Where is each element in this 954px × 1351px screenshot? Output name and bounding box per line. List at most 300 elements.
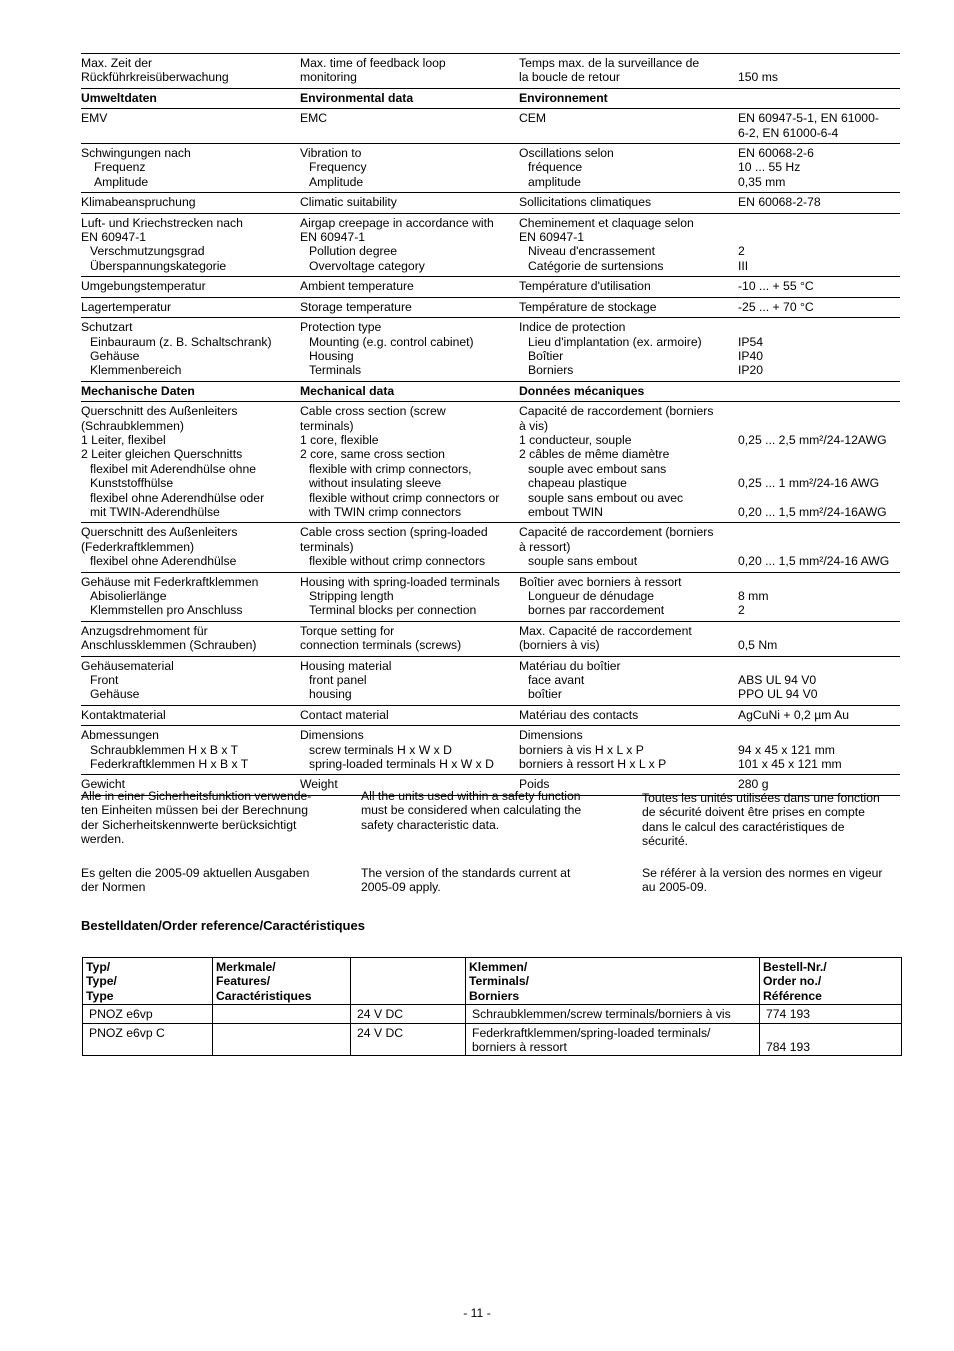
order-cell-line: Bestell-Nr./ xyxy=(763,960,827,974)
note-line: Alle in einer Sicherheitsfunktion verwende- xyxy=(81,789,312,803)
spec-cell xyxy=(300,523,519,572)
spec-line: 0,20 ... 1,5 mm²/24-16 AWG xyxy=(738,554,890,569)
spec-line: Données mécaniques xyxy=(519,383,645,398)
spec-cell xyxy=(519,144,738,193)
spec-row xyxy=(81,297,900,317)
spec-line xyxy=(738,216,900,230)
spec-line: 10 ... 55 Hz xyxy=(738,160,801,175)
spec-cell xyxy=(300,54,519,89)
note-fr-2 xyxy=(642,866,904,895)
note-line: 2005-09 apply. xyxy=(361,880,441,895)
order-cell-line: 774 193 xyxy=(766,1007,811,1022)
spec-line: flexibel ohne Aderendhülse xyxy=(90,554,237,569)
spec-line: Température d'utilisation xyxy=(519,279,651,294)
spec-line xyxy=(738,384,900,398)
order-cell-line: Terminals/ xyxy=(469,974,530,989)
order-cell-line: Merkmale/ xyxy=(216,960,276,974)
order-cell-line: 24 V DC xyxy=(357,1007,404,1022)
spec-cell xyxy=(300,656,519,705)
spec-line: Anzugsdrehmoment für xyxy=(81,623,208,638)
spec-line: 280 g xyxy=(738,777,769,792)
spec-line: Schutzart xyxy=(81,320,133,335)
spec-line: Cable cross section (spring-loaded xyxy=(300,525,488,540)
spec-cell xyxy=(738,54,900,89)
spec-line: Gehäuse xyxy=(90,348,140,363)
spec-line: Mechanische Daten xyxy=(81,383,195,398)
spec-line: Abmessungen xyxy=(81,728,159,743)
note-en-2 xyxy=(361,866,616,895)
spec-line: Borniers xyxy=(528,363,574,378)
page-number: - 11 - xyxy=(463,1306,491,1320)
spec-cell xyxy=(81,88,300,108)
spec-cell xyxy=(738,213,900,277)
order-cell-line: 784 193 xyxy=(766,1040,811,1055)
order-cell xyxy=(760,1005,902,1023)
spec-line: Contact material xyxy=(300,707,389,722)
spec-cell xyxy=(81,54,300,89)
spec-line: flexible with crimp connectors, xyxy=(309,461,472,476)
spec-line: Amplitude xyxy=(94,174,149,189)
spec-cell xyxy=(519,572,738,621)
spec-cell xyxy=(519,656,738,705)
spec-line xyxy=(738,540,900,554)
order-cell-line: Référence xyxy=(763,988,822,1003)
spec-line: Kunststoffhülse xyxy=(90,476,174,491)
spec-cell xyxy=(81,656,300,705)
spec-line: (Federkraftklemmen) xyxy=(81,539,195,554)
spec-line: IP20 xyxy=(738,363,764,378)
spec-line: Querschnitt des Außenleiters xyxy=(81,525,238,540)
spec-line xyxy=(519,126,738,140)
spec-line: -25 ... + 70 °C xyxy=(738,299,814,314)
spec-line: with TWIN crimp connectors xyxy=(309,504,462,519)
spec-cell xyxy=(519,318,738,382)
spec-row xyxy=(81,213,900,277)
spec-line: front panel xyxy=(309,673,367,688)
order-cell-line: 24 V DC xyxy=(357,1025,404,1040)
spec-line: souple sans embout xyxy=(528,554,638,569)
note-line: Toutes les unités utilisées dans une fonction xyxy=(642,791,880,805)
spec-line: 2 xyxy=(738,603,745,618)
spec-cell xyxy=(738,297,900,317)
spec-line: 94 x 45 x 121 mm xyxy=(738,742,835,757)
spec-cell xyxy=(738,705,900,725)
spec-line: Max. time of feedback loop xyxy=(300,56,446,70)
spec-line: terminals) xyxy=(300,418,354,433)
order-cell-line: Schraubklemmen/screw terminals/borniers à vis xyxy=(472,1007,731,1022)
spec-line: 101 x 45 x 121 mm xyxy=(738,757,842,772)
spec-line: Temps max. de la surveillance de xyxy=(519,56,700,70)
order-cell xyxy=(466,1005,760,1023)
spec-line: Storage temperature xyxy=(300,299,412,314)
order-cell xyxy=(83,1005,213,1023)
spec-line: Overvoltage category xyxy=(309,258,425,273)
spec-line: 8 mm xyxy=(738,589,769,603)
note-line: Se référer à la version des normes en vigeur xyxy=(642,866,883,880)
spec-line: Umweltdaten xyxy=(81,90,157,105)
spec-row xyxy=(81,54,900,89)
spec-line: à vis) xyxy=(519,418,549,433)
order-cell-line: Typ/ xyxy=(86,960,111,974)
spec-line: EN 60947-1 xyxy=(519,230,585,245)
spec-line: Ambient temperature xyxy=(300,279,414,294)
spec-line: Pollution degree xyxy=(309,244,398,259)
spec-line: Catégorie de surtensions xyxy=(528,258,664,273)
spec-line: Stripping length xyxy=(309,589,394,603)
spec-line: Frequency xyxy=(309,160,367,175)
spec-cell xyxy=(300,193,519,213)
spec-cell xyxy=(81,297,300,317)
order-header-cell xyxy=(83,958,213,1005)
note-line: de sécurité doivent être prises en compte xyxy=(642,805,865,820)
spec-line: flexibel mit Aderendhülse ohne xyxy=(90,461,256,476)
spec-cell xyxy=(81,621,300,656)
spec-cell xyxy=(738,144,900,193)
spec-section-header xyxy=(81,88,900,108)
spec-line: Mechanical data xyxy=(300,383,395,398)
spec-line: la boucle de retour xyxy=(519,70,620,85)
spec-line: Gewicht xyxy=(81,777,126,792)
order-table xyxy=(82,957,902,1056)
spec-line: Boîtier avec borniers à ressort xyxy=(519,574,682,589)
order-cell-line: Features/ xyxy=(216,974,271,989)
spec-line: Gehäuse mit Federkraftklemmen xyxy=(81,574,259,589)
spec-line: Max. Zeit der xyxy=(81,56,153,70)
spec-cell xyxy=(519,381,738,401)
spec-section xyxy=(81,53,900,796)
spec-cell xyxy=(300,621,519,656)
spec-line: CEM xyxy=(519,111,547,126)
spec-line: Mounting (e.g. control cabinet) xyxy=(309,334,474,349)
order-cell-line xyxy=(89,1040,209,1054)
spec-line: EN 60947-1 xyxy=(81,230,147,245)
spec-line: Weight xyxy=(300,777,338,792)
spec-line: Cable cross section (screw xyxy=(300,404,446,419)
spec-cell xyxy=(738,193,900,213)
spec-cell xyxy=(738,726,900,775)
spec-line: Kontaktmaterial xyxy=(81,707,166,722)
spec-line: mit TWIN-Aderendhülse xyxy=(90,504,220,519)
spec-line: Abisolierlänge xyxy=(90,589,167,603)
note-line: au 2005-09. xyxy=(642,880,708,895)
spec-row xyxy=(81,144,900,193)
order-title: Bestelldaten/Order reference/Caractéristiques xyxy=(81,918,365,933)
spec-cell xyxy=(300,88,519,108)
spec-line xyxy=(738,491,900,505)
spec-line: amplitude xyxy=(528,174,581,189)
spec-line: EN 60068-2-78 xyxy=(738,195,821,210)
spec-line: 0,35 mm xyxy=(738,174,786,189)
note-line: must be considered when calculating the xyxy=(361,803,582,818)
spec-line: Gehäuse xyxy=(90,687,140,702)
spec-line xyxy=(738,404,900,418)
spec-line: Anschlussklemmen (Schrauben) xyxy=(81,638,257,653)
spec-cell xyxy=(300,144,519,193)
order-cell xyxy=(760,1023,902,1056)
order-cell-line: PNOZ e6vp C xyxy=(89,1025,165,1040)
spec-cell xyxy=(519,193,738,213)
note-line: All the units used within a safety function xyxy=(361,789,581,803)
spec-line: (borniers à vis) xyxy=(519,638,600,653)
order-cell-line: Order no./ xyxy=(763,974,822,989)
order-cell-line: Federkraftklemmen/spring-loaded terminals/ xyxy=(472,1025,711,1040)
spec-cell xyxy=(81,213,300,277)
note-line: der Sicherheitskennwerte berücksichtigt xyxy=(81,817,297,832)
spec-cell xyxy=(300,297,519,317)
spec-line: Housing with spring-loaded terminals xyxy=(300,574,500,589)
spec-line xyxy=(738,659,900,673)
spec-cell xyxy=(519,523,738,572)
spec-line: flexible without crimp connectors xyxy=(309,554,486,569)
note-line: der Normen xyxy=(81,880,146,895)
spec-line: 150 ms xyxy=(738,70,778,85)
spec-line: -10 ... + 55 °C xyxy=(738,279,814,294)
spec-line xyxy=(738,230,900,244)
spec-cell xyxy=(738,402,900,523)
spec-line: souple avec embout sans xyxy=(528,461,667,476)
spec-cell xyxy=(300,109,519,144)
spec-line: EMV xyxy=(81,111,108,126)
spec-row xyxy=(81,109,900,144)
spec-line: EMC xyxy=(300,111,328,126)
spec-line: Klemmenbereich xyxy=(90,363,182,378)
spec-cell xyxy=(519,54,738,89)
spec-line xyxy=(738,462,900,476)
spec-cell xyxy=(519,621,738,656)
spec-cell xyxy=(81,572,300,621)
spec-cell xyxy=(300,213,519,277)
spec-line: Terminals xyxy=(309,363,362,378)
note-line: The version of the standards current at xyxy=(361,866,571,880)
spec-line: 2 xyxy=(738,244,745,259)
note-line: dans le calcul des caractéristiques de xyxy=(642,819,845,834)
spec-row xyxy=(81,193,900,213)
order-row xyxy=(83,1005,902,1023)
spec-line: bornes par raccordement xyxy=(528,603,665,618)
spec-line: connection terminals (screws) xyxy=(300,638,462,653)
spec-line: Lagertemperatur xyxy=(81,299,172,314)
spec-line: Frequenz xyxy=(94,160,146,175)
spec-line: 1 conducteur, souple xyxy=(519,432,632,447)
order-cell xyxy=(466,1023,760,1056)
spec-line: boîtier xyxy=(528,687,562,702)
order-cell-line: Type/ xyxy=(86,974,117,989)
note-line: ten Einheiten müssen bei der Berechnung xyxy=(81,803,308,818)
spec-line: Capacité de raccordement (borniers xyxy=(519,404,714,419)
spec-line xyxy=(738,447,900,461)
order-cell xyxy=(83,1023,213,1056)
spec-cell xyxy=(81,144,300,193)
order-cell-line xyxy=(354,960,462,974)
note-line: Es gelten die 2005-09 aktuellen Ausgaben xyxy=(81,866,310,880)
spec-line: screw terminals H x W x D xyxy=(309,742,452,757)
spec-line: Klemmstellen pro Anschluss xyxy=(90,603,243,618)
spec-line xyxy=(738,525,900,539)
spec-line: Climatic suitability xyxy=(300,195,397,210)
spec-line: Cheminement et claquage selon xyxy=(519,215,694,230)
spec-row xyxy=(81,402,900,523)
spec-line: IP40 xyxy=(738,348,764,363)
spec-line: Matériau du boîtier xyxy=(519,658,621,673)
spec-line: Torque setting for xyxy=(300,623,395,638)
spec-line: EN 60947-1 xyxy=(300,230,366,245)
spec-line: Environmental data xyxy=(300,90,414,105)
spec-line: Housing xyxy=(309,348,354,363)
spec-line: Terminal blocks per connection xyxy=(309,603,477,618)
spec-row xyxy=(81,572,900,621)
spec-line: Federkraftklemmen H x B x T xyxy=(90,757,249,772)
note-line: safety characteristic data. xyxy=(361,817,500,832)
spec-line: Lieu d'implantation (ex. armoire) xyxy=(528,334,702,349)
spec-line: Rückführkreisüberwachung xyxy=(81,70,229,85)
spec-line: Front xyxy=(90,673,119,688)
spec-line: IP54 xyxy=(738,334,764,349)
spec-cell xyxy=(81,193,300,213)
spec-section-header xyxy=(81,381,900,401)
spec-cell xyxy=(300,726,519,775)
spec-cell xyxy=(81,726,300,775)
spec-line: 6-2, EN 61000-6-4 xyxy=(738,125,839,140)
spec-line: terminals) xyxy=(300,539,354,554)
spec-row xyxy=(81,656,900,705)
spec-line: Gehäusematerial xyxy=(81,658,174,673)
spec-cell xyxy=(519,402,738,523)
spec-line: EN 60068-2-6 xyxy=(738,146,814,161)
spec-line: Verschmutzungsgrad xyxy=(90,244,205,259)
note-de-2 xyxy=(81,866,336,895)
spec-line: Amplitude xyxy=(309,174,364,189)
note-en-1 xyxy=(361,789,616,832)
spec-line: Oscillations selon xyxy=(519,146,614,161)
order-row xyxy=(83,1023,902,1056)
spec-line xyxy=(300,126,519,140)
spec-line: Airgap creepage in accordance with xyxy=(300,215,494,230)
spec-cell xyxy=(738,318,900,382)
spec-line: Matériau des contacts xyxy=(519,707,639,722)
spec-cell xyxy=(519,213,738,277)
spec-cell xyxy=(519,88,738,108)
spec-line: AgCuNi + 0,2 µm Au xyxy=(738,707,850,722)
spec-line: 0,25 ... 1 mm²/24-16 AWG xyxy=(738,476,880,491)
spec-line: Dimensions xyxy=(519,728,583,743)
spec-line: Überspannungskategorie xyxy=(90,258,227,273)
order-header-cell xyxy=(351,958,466,1005)
spec-line: EN 60947-5-1, EN 61000- xyxy=(738,111,879,126)
spec-cell xyxy=(81,109,300,144)
spec-line: ABS UL 94 V0 xyxy=(738,673,817,688)
spec-line xyxy=(738,320,900,334)
spec-cell xyxy=(300,402,519,523)
spec-line: Poids xyxy=(519,777,550,792)
spec-row xyxy=(81,726,900,775)
spec-table xyxy=(81,53,900,796)
spec-line: Capacité de raccordement (borniers xyxy=(519,525,714,540)
spec-row xyxy=(81,523,900,572)
order-header-row xyxy=(83,958,902,1005)
spec-cell xyxy=(300,572,519,621)
spec-cell xyxy=(738,523,900,572)
spec-line: 1 Leiter, flexibel xyxy=(81,432,166,447)
spec-cell xyxy=(738,621,900,656)
spec-line: Niveau d'encrassement xyxy=(528,244,655,259)
order-cell-line: Klemmen/ xyxy=(469,960,528,974)
spec-line: Boîtier xyxy=(528,348,564,363)
spec-line: 0,20 ... 1,5 mm²/24-16AWG xyxy=(738,504,887,519)
order-cell-line xyxy=(219,1007,347,1021)
spec-cell xyxy=(81,705,300,725)
note-de-1 xyxy=(81,789,336,847)
spec-cell xyxy=(81,402,300,523)
spec-line: housing xyxy=(309,687,352,702)
order-cell-line xyxy=(219,1040,347,1054)
spec-line: à ressort) xyxy=(519,539,571,554)
spec-line: Vibration to xyxy=(300,146,362,161)
spec-cell xyxy=(300,277,519,297)
order-header-cell xyxy=(213,958,351,1005)
spec-cell xyxy=(300,705,519,725)
spec-line: Dimensions xyxy=(300,728,364,743)
spec-line: flexibel ohne Aderendhülse oder xyxy=(90,490,265,505)
order-cell-line: Borniers xyxy=(469,988,520,1003)
spec-line: Environnement xyxy=(519,90,608,105)
spec-line: Klimabeanspruchung xyxy=(81,195,196,210)
order-cell-line: borniers à ressort xyxy=(472,1040,567,1055)
spec-line: Schraubklemmen H x B x T xyxy=(90,742,239,757)
spec-row xyxy=(81,277,900,297)
spec-line: Schwingungen nach xyxy=(81,146,191,161)
spec-line: 2 core, same cross section xyxy=(300,447,445,462)
spec-line: III xyxy=(738,258,749,273)
spec-line: Longueur de dénudage xyxy=(528,589,655,603)
spec-line: chapeau plastique xyxy=(528,476,627,491)
order-cell xyxy=(213,1005,351,1023)
spec-line xyxy=(738,419,900,433)
spec-row xyxy=(81,705,900,725)
spec-line: (Schraubklemmen) xyxy=(81,418,184,433)
spec-line: Querschnitt des Außenleiters xyxy=(81,404,238,419)
spec-line: 1 core, flexible xyxy=(300,432,379,447)
spec-line: Umgebungstemperatur xyxy=(81,279,206,294)
spec-line: flexible without crimp connectors or xyxy=(309,490,500,505)
spec-cell xyxy=(738,572,900,621)
spec-line: Sollicitations climatiques xyxy=(519,195,652,210)
note-line: sécurité. xyxy=(642,834,689,849)
spec-cell xyxy=(738,381,900,401)
spec-cell xyxy=(81,277,300,297)
spec-line: face avant xyxy=(528,673,585,688)
spec-cell xyxy=(519,109,738,144)
spec-line xyxy=(738,91,900,105)
spec-cell xyxy=(81,381,300,401)
order-header-cell xyxy=(760,958,902,1005)
spec-cell xyxy=(81,318,300,382)
spec-cell xyxy=(300,318,519,382)
spec-cell xyxy=(519,705,738,725)
spec-line xyxy=(81,126,300,140)
spec-cell xyxy=(519,297,738,317)
order-cell-line: Caractéristiques xyxy=(216,988,312,1003)
order-cell xyxy=(351,1005,466,1023)
order-header-cell xyxy=(466,958,760,1005)
spec-line: Indice de protection xyxy=(519,320,626,335)
spec-cell xyxy=(738,109,900,144)
spec-cell xyxy=(738,88,900,108)
spec-row xyxy=(81,318,900,382)
spec-cell xyxy=(300,381,519,401)
spec-line xyxy=(738,575,900,589)
spec-line: Housing material xyxy=(300,658,392,673)
spec-line: Température de stockage xyxy=(519,299,657,314)
